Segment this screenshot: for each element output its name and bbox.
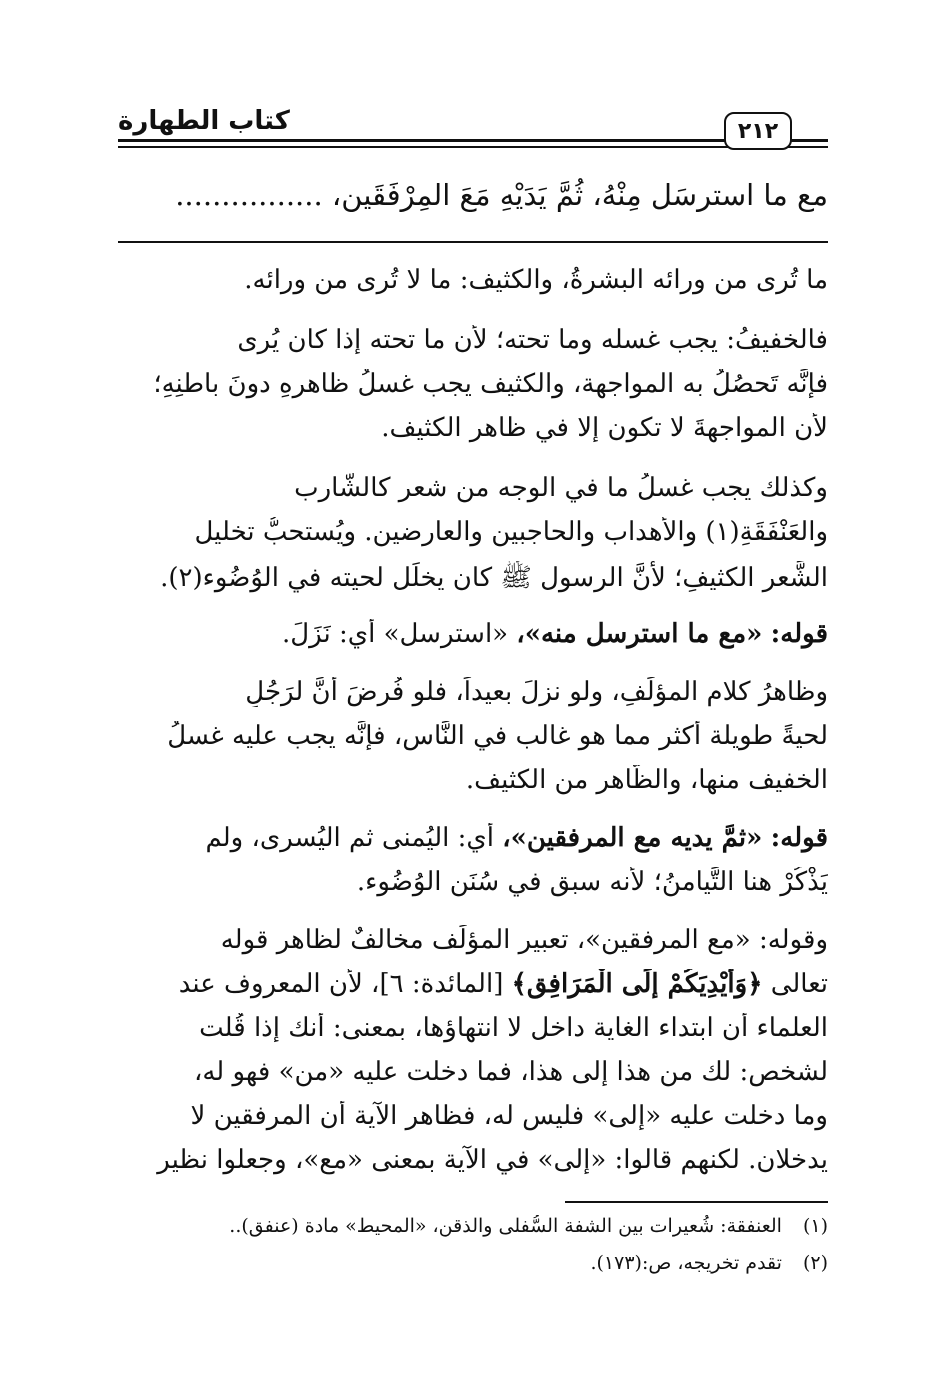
body-line-9: وظاهرُ كلام المؤلِّفِ، ولو نزلَ بعيداً، فلو فُرِضَ أنَّ لرَجُلٍ <box>245 677 828 707</box>
body-line-4: لأن المواجهةَ لا تكون إلا في ظاهر الكثيف. <box>381 413 828 443</box>
footnote-2 <box>118 1252 828 1274</box>
matn-quote: «مع ما استرسل منه»، <box>516 619 763 649</box>
qawluhu-label: قوله: <box>770 619 828 649</box>
body-line-10: لحيةً طويلة أكثر مما هو غالب في النَّاس، فإنَّه يجب عليه غسلُ <box>167 721 828 751</box>
header-rule-top <box>118 139 828 142</box>
body-line-5: وكذلك يجب غسلُ ما في الوجه من شعر كالشَّارب <box>294 473 828 503</box>
page-number: ٢١٢ <box>724 112 792 150</box>
body-line-15 <box>118 969 828 999</box>
body-line-16: العلماء أن ابتداء الغاية داخل لا انتهاؤها، بمعنى: أنك إذا قُلت <box>199 1013 828 1043</box>
body-line-18: وما دخلت عليه «إلى» فليس له، فظاهر الآية أن المرفقين لا <box>190 1101 828 1131</box>
body-line-3: فإنَّه تَحصُلُ به المواجهة، والكثيف يجب غسلُ ظاهرِهِ دونَ باطنِهِ؛ <box>153 369 828 399</box>
text-pre: تعالى <box>770 969 828 999</box>
footnote-text: العنفقة: شُعيرات بين الشفة السُّفلى والذقن، «المحيط» مادة (عنفق).. <box>229 1215 782 1237</box>
matn-text: مع ما استرسَل مِنْهُ، ثُمَّ يَدَيْهِ مَعَ المِرْفَقَين، ................ <box>175 178 828 212</box>
body-line-17: لشخص: لك من هذا إلى هذا، فما دخلت عليه «من» فهو له، <box>193 1057 828 1087</box>
body-line-6: والعَنْفَقَةِ(١) والأهداب والحاجبين والعارضين. ويُستحبُّ تخليل <box>194 517 828 547</box>
footnote-number: (١) <box>802 1215 828 1237</box>
text-post: [المائدة: ٦]، لأن المعروف عند <box>178 969 504 999</box>
book-title: كتاب الطهارة <box>118 106 290 136</box>
footnote-number: (٢) <box>802 1252 828 1274</box>
body-line-14: وقوله: «مع المرفقين»، تعبير المؤلِّف مخالفٌ لظاهر قوله <box>220 925 828 955</box>
quran-verse: ﴿وَأَيْدِيَكُمْ إِلَى الْمَرَافِقِ﴾ <box>511 969 763 999</box>
body-line-2: فالخفيفُ: يجب غسله وما تحته؛ لأن ما تحته إذا كان يُرى <box>237 325 828 355</box>
footnote-text: تقدم تخريجه، ص:(١٧٣). <box>590 1252 782 1274</box>
matn-quote: «ثمَّ يديه مع المرفقين»، <box>502 823 763 853</box>
body-line-19: يدخلان. لكنهم قالوا: «إلى» في الآية بمعنى «مع»، وجعلوا نظير <box>157 1145 828 1175</box>
body-line-13: يَذْكُرْ هنا التَّيامنُ؛ لأنه سبق في سُنَن الوُضُوء. <box>356 867 828 897</box>
body-line-8 <box>118 619 828 649</box>
header-rule-bottom <box>118 146 828 148</box>
explanation: «استرسل» أي: نَزَلَ. <box>281 619 509 649</box>
footnote-1 <box>118 1215 828 1237</box>
body-line-11: الخفيف منها، والظَّاهر من الكثيف. <box>465 765 828 795</box>
qawluhu-label: قوله: <box>770 823 828 853</box>
explanation: أي: اليُمنى ثم اليُسرى، ولم <box>205 823 494 853</box>
body-line-1: ما تُرى من ورائه البشرةُ، والكثيف: ما لا تُرى من ورائه. <box>244 265 828 295</box>
body-line-12 <box>118 823 828 853</box>
body-line-7: الشَّعر الكثيفِ؛ لأنَّ الرسول ﷺ كان يخلِّل لحيته في الوُضُوء(٢). <box>160 563 828 593</box>
footnote-separator <box>565 1201 828 1203</box>
matn-separator <box>118 241 828 243</box>
